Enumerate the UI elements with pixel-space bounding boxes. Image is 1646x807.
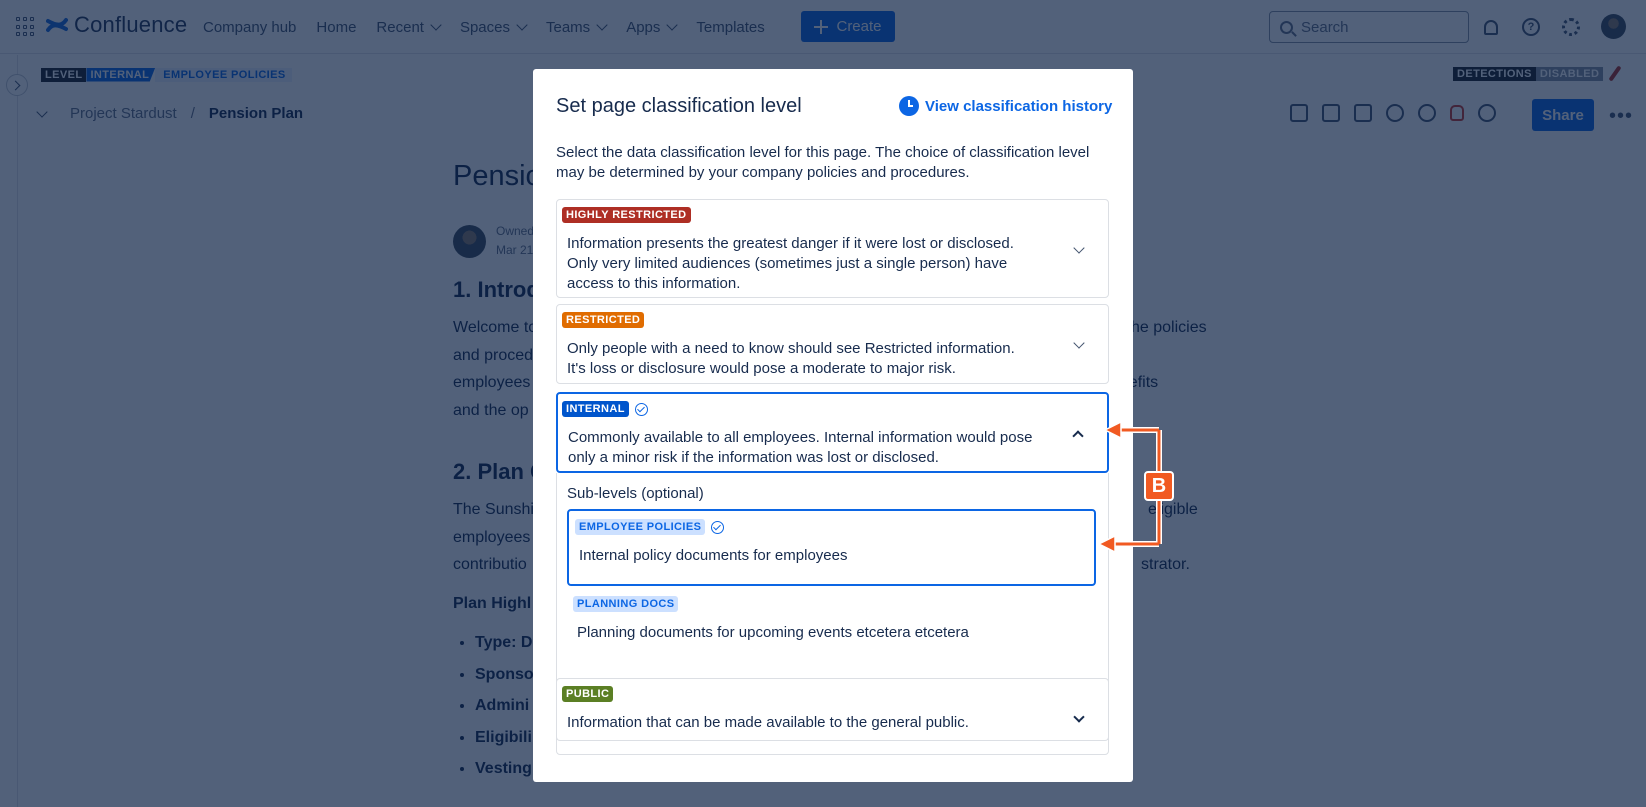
highly-restricted-lozenge: HIGHLY RESTRICTED	[562, 207, 691, 223]
modal-description: Select the data classification level for this page. The choice of classification level may be determined by your company policies and procedures.	[556, 144, 1090, 181]
public-lozenge: PUBLIC	[562, 686, 613, 702]
employee-policies-lozenge: EMPLOYEE POLICIES	[575, 519, 705, 535]
option-description: Only people with a need to know should see Restricted information. It's loss or disclosure would pose a moderate to major risk.	[567, 340, 1015, 377]
option-description: Commonly available to all employees. Internal information would pose only a minor risk if the information was lost or disclosed.	[568, 429, 1033, 466]
history-link-label: View classification history	[925, 97, 1113, 115]
sub-level-description: Internal policy documents for employees	[579, 547, 848, 564]
restricted-lozenge: RESTRICTED	[562, 312, 644, 328]
planning-docs-lozenge: PLANNING DOCS	[573, 596, 678, 612]
option-description: Information presents the greatest danger if it were lost or disclosed. Only very limited audiences (sometimes just a single person) have access to this information.	[567, 235, 1014, 292]
annotation-badge: B	[1144, 471, 1174, 501]
modal-title: Set page classification level	[556, 95, 802, 117]
sub-levels-label: Sub-levels (optional)	[567, 485, 704, 502]
sub-level-description: Planning documents for upcoming events etcetera etcetera	[577, 624, 969, 641]
option-description: Information that can be made available to the general public.	[567, 714, 969, 731]
internal-lozenge: INTERNAL	[562, 401, 629, 417]
